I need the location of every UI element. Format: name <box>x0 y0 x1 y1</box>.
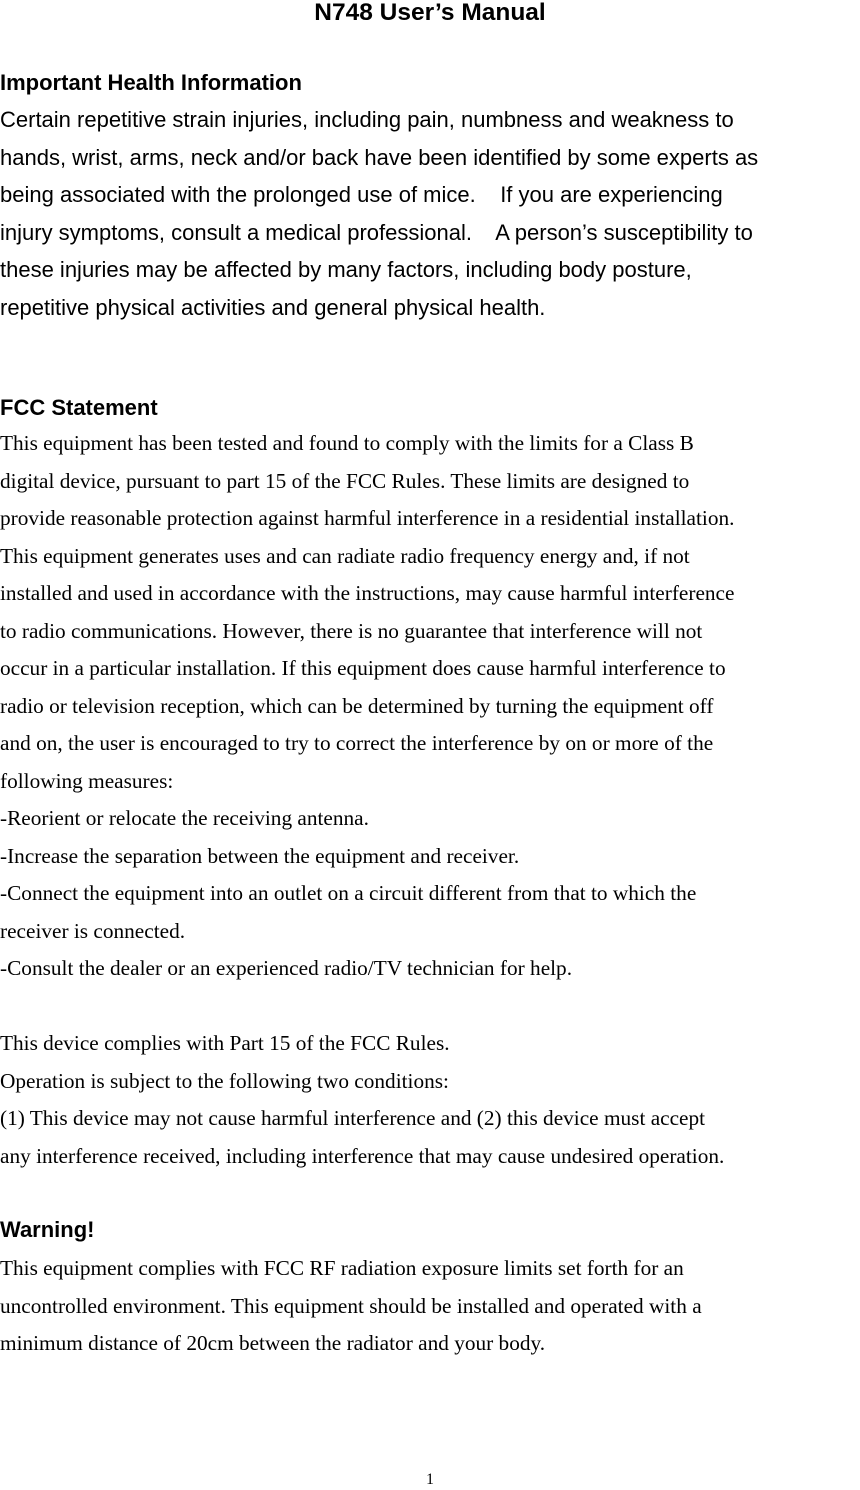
fcc-line: provide reasonable protection against harmful interference in a residential installation. <box>0 506 735 530</box>
warning-heading: Warning! <box>0 1217 95 1242</box>
fcc-line: This equipment generates uses and can radiate radio frequency energy and, if not <box>0 544 690 568</box>
fcc-measure: receiver is connected. <box>0 919 186 943</box>
health-heading: Important Health Information <box>0 70 302 95</box>
health-line: being associated with the prolonged use of mice. If you are experiencing <box>0 182 723 207</box>
fcc-line: following measures: <box>0 769 174 793</box>
fcc-measure: -Reorient or relocate the receiving antenna. <box>0 806 369 830</box>
warning-line: minimum distance of 20cm between the radiator and your body. <box>0 1331 546 1355</box>
fcc-line: digital device, pursuant to part 15 of the FCC Rules. These limits are designed to <box>0 469 690 493</box>
fcc-line: and on, the user is encouraged to try to correct the interference by on or more of the <box>0 731 714 755</box>
health-line: repetitive physical activities and general physical health. <box>0 295 546 320</box>
health-line: hands, wrist, arms, neck and/or back have been identified by some experts as <box>0 145 759 170</box>
compliance-line: This device complies with Part 15 of the FCC Rules. <box>0 1031 450 1055</box>
page-title: N748 User’s Manual <box>314 0 546 26</box>
compliance-line: any interference received, including interference that may cause undesired operation. <box>0 1144 725 1168</box>
fcc-line: radio or television reception, which can be determined by turning the equipment off <box>0 694 714 718</box>
health-line: Certain repetitive strain injuries, including pain, numbness and weakness to <box>0 107 734 132</box>
fcc-line: This equipment has been tested and found to comply with the limits for a Class B <box>0 431 694 455</box>
page-number: 1 <box>426 1471 434 1488</box>
health-line: injury symptoms, consult a medical professional. A person’s susceptibility to <box>0 220 753 245</box>
compliance-line: (1) This device may not cause harmful interference and (2) this device must accept <box>0 1106 706 1130</box>
fcc-line: to radio communications. However, there is no guarantee that interference will not <box>0 619 703 643</box>
compliance-line: Operation is subject to the following two conditions: <box>0 1069 449 1093</box>
warning-line: This equipment complies with FCC RF radiation exposure limits set forth for an <box>0 1256 684 1280</box>
fcc-measure: -Connect the equipment into an outlet on a circuit different from that to which the <box>0 881 697 905</box>
fcc-measure: -Consult the dealer or an experienced radio/TV technician for help. <box>0 956 573 980</box>
fcc-line: occur in a particular installation. If this equipment does cause harmful interference to <box>0 656 726 680</box>
warning-line: uncontrolled environment. This equipment should be installed and operated with a <box>0 1294 702 1318</box>
fcc-heading: FCC Statement <box>0 395 158 420</box>
health-line: these injuries may be affected by many factors, including body posture, <box>0 257 692 282</box>
fcc-line: installed and used in accordance with the instructions, may cause harmful interference <box>0 581 735 605</box>
fcc-measure: -Increase the separation between the equipment and receiver. <box>0 844 520 868</box>
